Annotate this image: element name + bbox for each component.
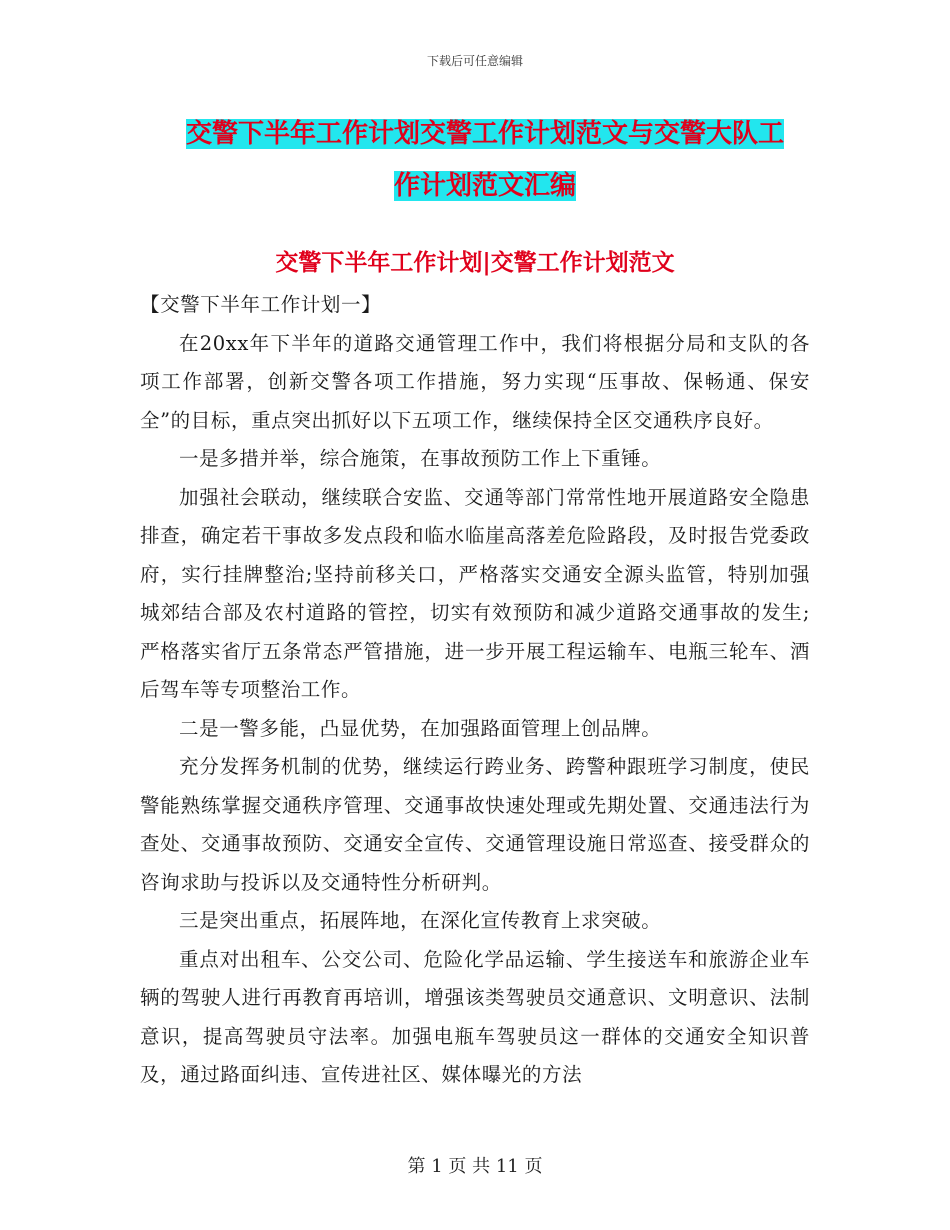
point-heading: 三是突出重点，拓展阵地，在深化宣传教育上求突破。: [179, 909, 662, 932]
point-heading: 二是一警多能，凸显优势，在加强路面管理上创品牌。: [179, 716, 662, 740]
paragraph: 在20xx年下半年的道路交通管理工作中，我们将根据分局和支队的各项工作部署，创新交警各项工作措施，努力实现“压事故、保畅通、保安全”的目标，重点突出抓好以下五项工作，继续保持全区交通秩序良好。: [140, 331, 810, 432]
title-line-1: 交警下半年工作计划交警工作计划范文与交警大队工: [185, 119, 784, 149]
page-number-footer: 第 1 页 共 11 页: [407, 1156, 543, 1177]
plan-label: 【交警下半年工作计划一】: [140, 293, 382, 316]
paragraph: 充分发挥务机制的优势，继续运行跨业务、跨警种跟班学习制度，使民警能熟练掌握交通秩序管理、交通事故快速处理或先期处置、交通违法行为查处、交通事故预防、交通安全宣传、交通管理设施日常巡查、接受群众的咨询求助与投诉以及交通特性分析研判。: [140, 755, 810, 894]
point-heading: 一是多措并举，综合施策，在事故预防工作上下重锤。: [179, 447, 662, 470]
title-line-2: 作计划范文汇编: [393, 171, 576, 201]
section-heading: 交警下半年工作计划|交警工作计划范文: [275, 249, 675, 276]
paragraph: 加强社会联动，继续联合安监、交通等部门常常性地开展道路安全隐患排查，确定若干事故多发点段和临水临崖高落差危险路段，及时报告党委政府，实行挂牌整治;坚持前移关口，严格落实交通安全源头监管，特别加强城郊结合部及农村道路的管控，切实有效预防和减少道路交通事故的发生;严格落实省厅五条常态严管措施，进一步开展工程运输车、电瓶三轮车、酒后驾车等专项整治工作。: [140, 485, 810, 701]
header-note: 下载后可任意编辑: [426, 54, 523, 68]
paragraph: 重点对出租车、公交公司、危险化学品运输、学生接送车和旅游企业车辆的驾驶人进行再教育再培训，增强该类驾驶员交通意识、文明意识、法制意识，提高驾驶员守法率。加强电瓶车驾驶员这一群体的交通安全知识普及，通过路面纠违、宣传进社区、媒体曝光的方法: [140, 947, 810, 1086]
document-title: [140, 108, 830, 212]
body-text: [140, 286, 810, 1095]
